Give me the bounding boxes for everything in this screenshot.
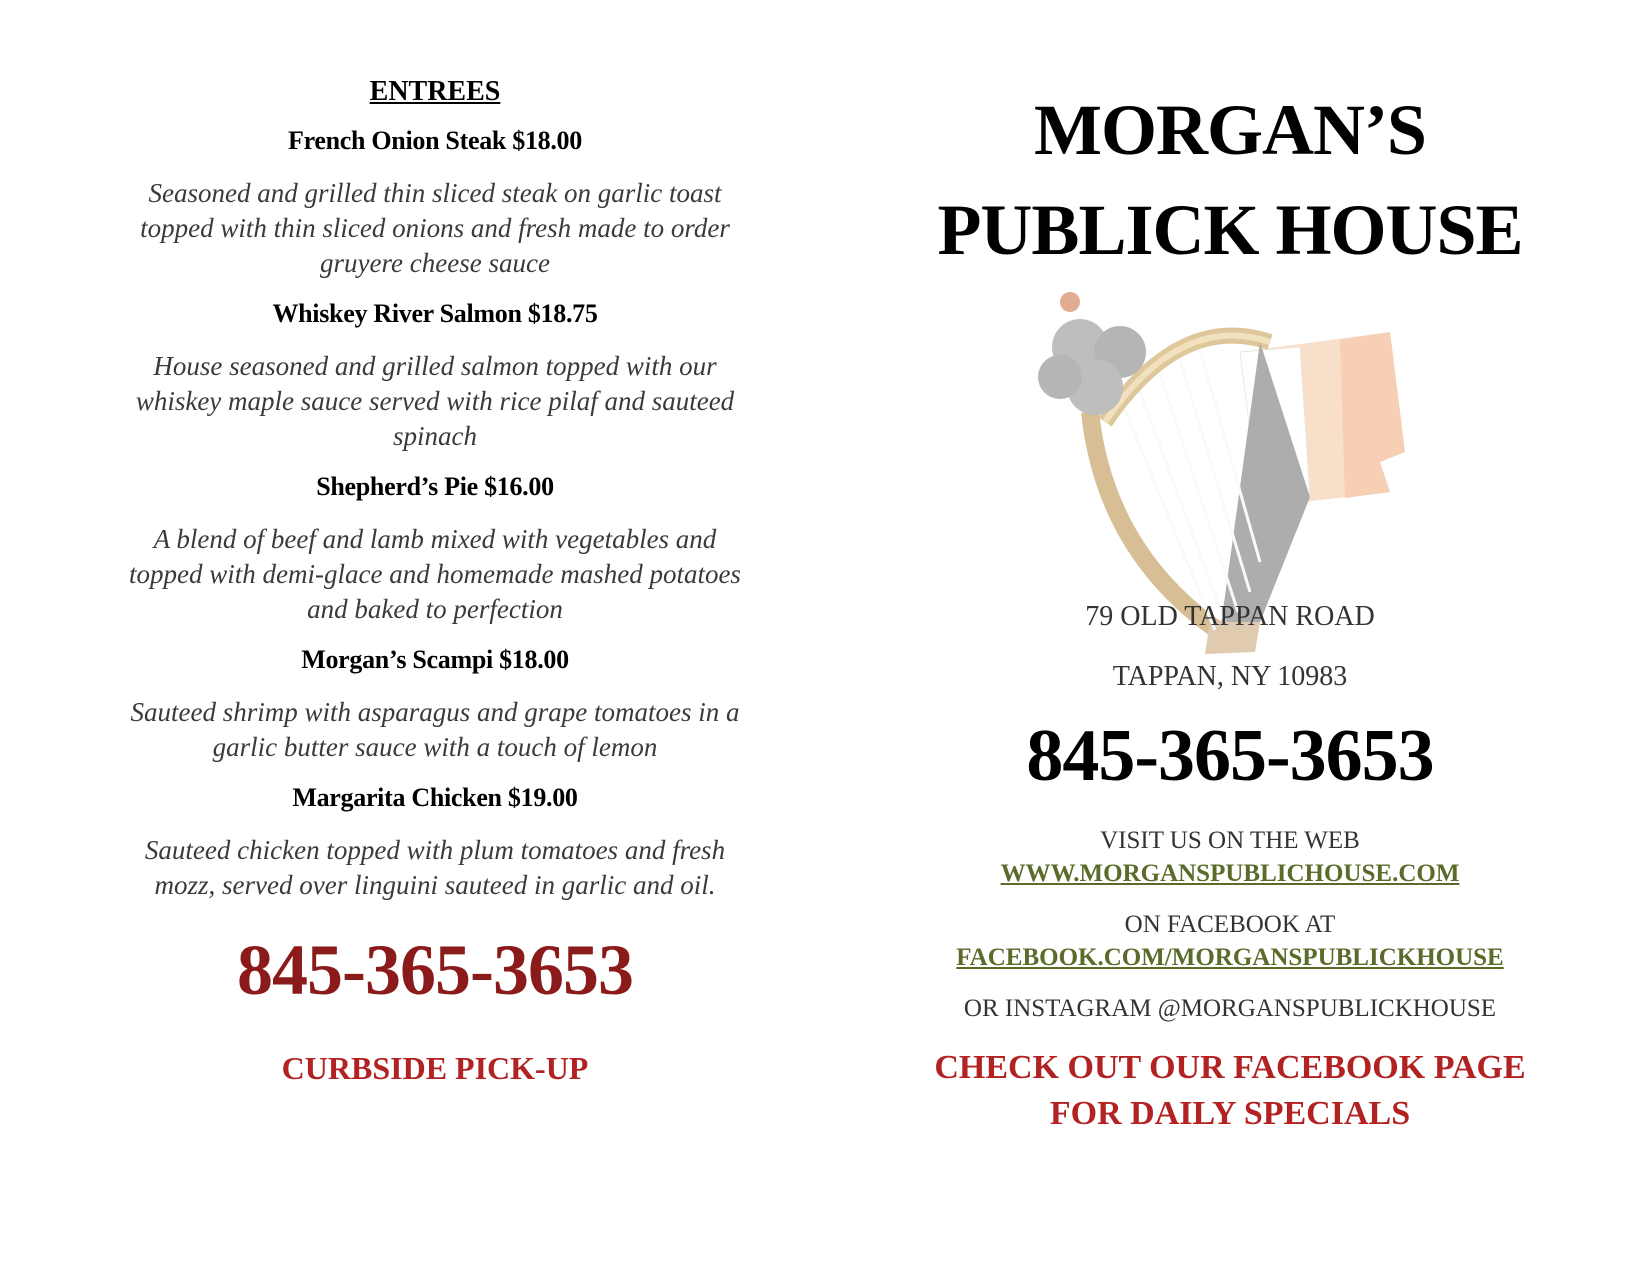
- daily-specials-notice: [860, 1045, 1600, 1137]
- address-street: 79 OLD TAPPAN ROAD: [1085, 601, 1375, 632]
- menu-item-name: Morgan’s Scampi $18.00: [301, 645, 569, 674]
- menu-item-name: Shepherd’s Pie $16.00: [316, 472, 554, 501]
- phone-number: 845-365-3653: [1026, 715, 1434, 797]
- description-line: Seasoned and grilled thin sliced steak on garlic toast: [148, 178, 722, 208]
- menu-item-description: [70, 695, 800, 765]
- specials-line: FOR DAILY SPECIALS: [1049, 1095, 1411, 1132]
- description-line: whiskey maple sauce served with rice pilaf and sauteed: [135, 386, 735, 416]
- description-line: A blend of beef and lamb mixed with vegetables and: [153, 524, 717, 554]
- description-line: Sauteed chicken topped with plum tomatoes and fresh: [144, 835, 726, 865]
- specials-line: CHECK OUT OUR FACEBOOK PAGE: [934, 1049, 1526, 1086]
- menu-item-description: [70, 176, 800, 281]
- description-line: and baked to perfection: [307, 594, 563, 624]
- description-line: topped with demi-glace and homemade mashed potatoes: [129, 559, 741, 589]
- phone-number-red: 845-365-3653: [237, 930, 633, 1010]
- menu-item-description: [70, 833, 800, 903]
- description-line: garlic butter sauce with a touch of lemon: [212, 732, 658, 762]
- cover-panel: [860, 80, 1600, 1137]
- title-line: PUBLICK HOUSE: [937, 190, 1523, 270]
- facebook-label: ON FACEBOOK AT: [1124, 911, 1336, 938]
- logo-area: [860, 292, 1600, 592]
- menu-item: [70, 299, 800, 454]
- menu-item: [70, 645, 800, 765]
- description-line: House seasoned and grilled salmon topped with our: [153, 351, 717, 381]
- address-city: TAPPAN, NY 10983: [1112, 661, 1348, 692]
- curbside-pickup-text: CURBSIDE PICK-UP: [281, 1050, 589, 1086]
- description-line: topped with thin sliced onions and fresh made to order: [140, 213, 730, 243]
- menu-item-description: [70, 349, 800, 454]
- menu-item: [70, 472, 800, 627]
- restaurant-name: [860, 80, 1600, 280]
- web-label: VISIT US ON THE WEB: [1100, 827, 1360, 854]
- menu-item: [70, 783, 800, 903]
- menu-item-name: Margarita Chicken $19.00: [292, 783, 578, 812]
- title-line: MORGAN’S: [1034, 90, 1426, 170]
- menu-item-name: French Onion Steak $18.00: [288, 126, 582, 155]
- instagram-handle: OR INSTAGRAM @MORGANSPUBLICKHOUSE: [963, 995, 1497, 1022]
- entrees-panel: [70, 70, 800, 1087]
- description-line: gruyere cheese sauce: [320, 248, 550, 278]
- menu-item-name: Whiskey River Salmon $18.75: [272, 299, 598, 328]
- menu-item: [70, 126, 800, 281]
- website-link[interactable]: WWW.MORGANSPUBLICHOUSE.COM: [1000, 860, 1460, 887]
- facebook-link[interactable]: FACEBOOK.COM/MORGANSPUBLICKHOUSE: [956, 944, 1504, 971]
- description-line: mozz, served over linguini sauteed in garlic and oil.: [154, 870, 716, 900]
- description-line: spinach: [393, 421, 477, 451]
- menu-item-description: [70, 522, 800, 627]
- entrees-heading: ENTREES: [369, 76, 501, 107]
- description-line: Sauteed shrimp with asparagus and grape tomatoes in a: [130, 697, 740, 727]
